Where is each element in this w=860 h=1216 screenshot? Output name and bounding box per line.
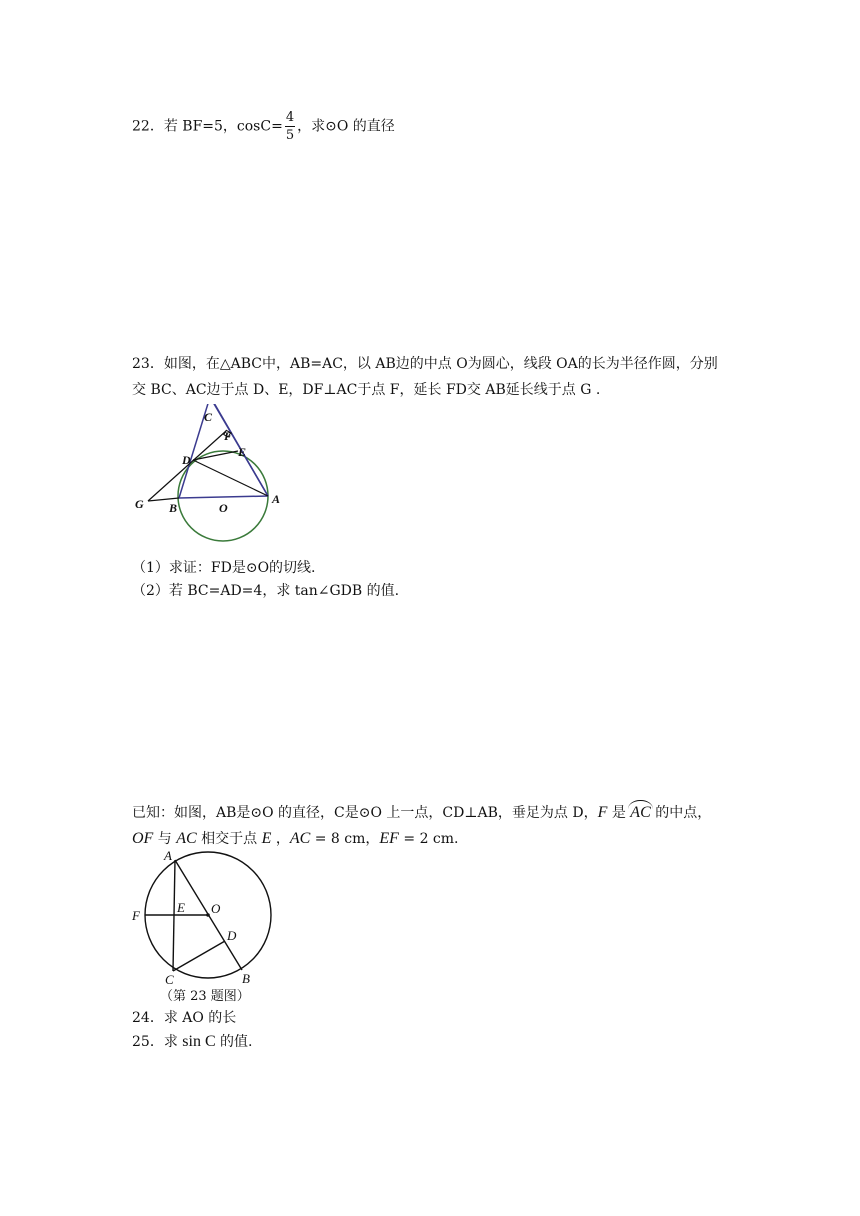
q25-text-post: 的值. [215,1034,253,1050]
label-f: F [224,429,233,443]
seg-of: OF [132,830,154,847]
label-o: O [219,501,228,515]
text-with: 与 [153,831,177,847]
sin-c-expression: sin C [182,1033,216,1050]
label-c: C [204,410,213,424]
intro-text-post: 的中点， [650,805,712,821]
question-23-line-1 [132,357,718,371]
q23-part-2-text: （2）若 BC=AD=4，求 tan∠GDB 的值. [132,583,400,599]
label-o-2: O [211,901,221,916]
label-e: E [238,445,247,459]
segment-cd [173,941,225,971]
figure-caption [160,990,250,1003]
q25-text-pre: 25．求 [132,1034,183,1050]
seg-ac: AC [176,830,197,847]
label-g: G [135,497,144,511]
question-24-25-intro [132,800,711,821]
q23-part-1-text: （1）求证：FD是⊙O的切线. [132,560,316,576]
center-dot [206,913,210,917]
fraction-denominator: 5 [285,128,295,143]
triangle-circle-figure [130,404,290,544]
intro-is: 是 [607,805,631,821]
arc-ac: AC [630,800,650,821]
text-comma: ， [271,831,290,847]
label-f-2: F [132,908,140,923]
q22-number: 22． [132,118,164,135]
fraction-4-5 [285,111,295,142]
question-22 [132,111,395,142]
value-ac: = 8 cm， [310,831,380,847]
question-23-part-1 [132,561,316,575]
label-e-2: E [177,900,185,915]
question-24 [132,1011,236,1025]
label-b: B [169,501,178,515]
q22-text-post: ，求⊙O 的直径 [297,118,395,135]
q24-text: 24．求 AO 的长 [132,1010,237,1026]
text-intersect: 相交于点 [196,831,262,847]
label-a-2: A [164,848,172,863]
q23-number: 23． [132,356,164,372]
caption-text: （第 23 题图） [160,989,250,1004]
q23-text-line-1: 如图，在△ABC中，AB=AC，以 AB边的中点 O为圆心，线段 OA的长为半径作圆，分别 [163,356,718,372]
fraction-numerator: 4 [285,110,295,125]
segment-ab [179,496,268,498]
label-b-2: B [242,971,250,986]
intro-point-f: F [597,804,608,821]
circle-diameter-figure [128,848,288,988]
question-24-25-line-2 [132,831,459,847]
q23-text-line-2: 交 BC、AC边于点 D、E，DF⊥AC于点 F，延长 FD交 AB延长线于点 G . [132,382,601,398]
label-c-2: C [165,972,174,987]
point-e: E [261,830,272,847]
intro-text-pre: 已知：如图，AB是⊙O 的直径，C是⊙O 上一点，CD⊥AB，垂足为点 D， [132,805,598,821]
label-d-2: D [227,928,237,943]
value-ef: = 2 cm. [398,831,459,847]
question-25 [132,1034,253,1050]
label-d: D [182,453,191,467]
q22-text-pre: 若 BF=5，cosC= [163,118,283,135]
label-a: A [272,492,281,506]
question-23-line-2 [132,383,600,397]
seg-ef: EF [379,830,399,847]
question-23-part-2 [132,584,399,598]
seg-ac-2: AC [289,830,311,847]
